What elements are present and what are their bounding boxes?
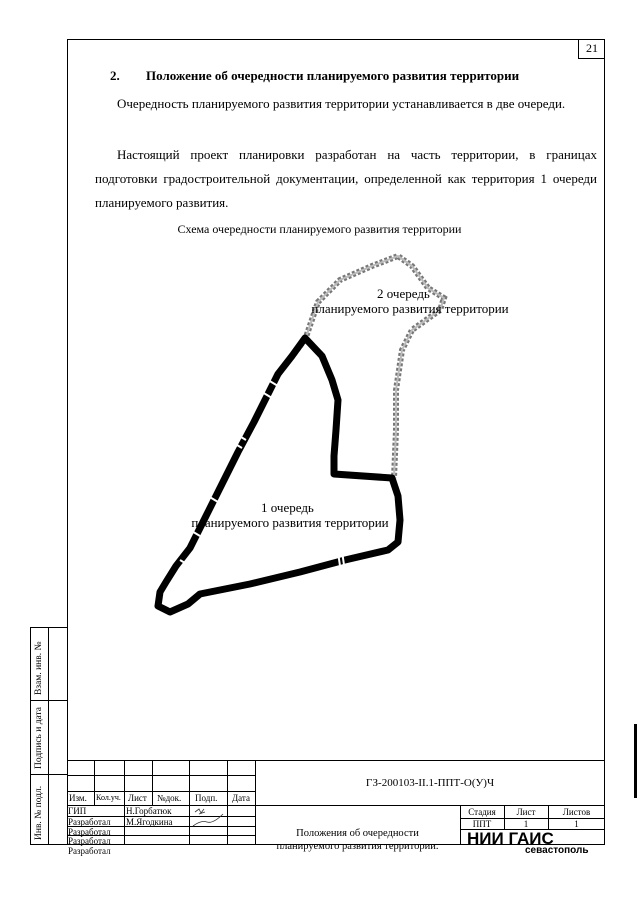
header-ndok: №док. — [157, 793, 182, 803]
name-gorbatyuk: Н.Горбатюк — [126, 806, 172, 816]
queue-2-label-line2: планируемого развития территории — [311, 301, 509, 316]
role-razrabotal-4: Разработал — [68, 846, 111, 856]
queue-1-label-line2: планируемого развития территории — [191, 515, 389, 530]
queue-1-label-line1: 1 очередь — [261, 500, 314, 515]
stage-value: ППТ — [472, 819, 492, 829]
vzam-inv-label: Взам. инв. № — [34, 641, 44, 695]
scheme-title: Схема очередности планируемого развития территории — [177, 222, 462, 236]
header-list: Лист — [128, 793, 147, 803]
inv-podl-label: Инв. № подл. — [34, 785, 44, 840]
role-gip: ГИП — [68, 806, 87, 816]
header-kol-uch: Кол.уч. — [96, 793, 121, 802]
paragraph-2-text: Настоящий проект планировки разработан на часть территории, в границах подготовки градостроительной документации, определенной как территория 1 очереди планируемого развития. — [95, 147, 597, 210]
queue-1-boundary — [158, 338, 400, 612]
doc-title-line1: Положения об очередности — [296, 828, 419, 839]
role-razrabotal-1: Разработал — [68, 817, 111, 827]
sheets-value: 1 — [574, 819, 579, 829]
section-number: 2. — [110, 68, 120, 83]
signature-marks — [191, 806, 227, 832]
paragraph-1-text: Очередность планируемого развития территории устанавливается в две очереди. — [117, 96, 566, 111]
role-razrabotal-3: Разработал — [68, 836, 111, 846]
stage-label: Стадия — [468, 807, 496, 817]
header-data: Дата — [232, 793, 250, 803]
queue-2-label-line1: 2 очередь — [377, 286, 430, 301]
name-yagodkina: М.Ягодкина — [126, 817, 173, 827]
queue-1-label — [165, 500, 415, 530]
org-name: НИИ ГАИС — [467, 830, 554, 847]
scan-mark — [634, 724, 637, 798]
header-izm: Изм. — [69, 793, 87, 803]
doc-title-line2: планируемого развития территории. — [276, 841, 439, 852]
section-title: Положение об очередности планируемого развития территории — [146, 68, 520, 83]
signature-date-label: Подпись и дата — [34, 706, 44, 769]
page-number: 21 — [578, 39, 605, 59]
sheet-label: Лист — [516, 807, 536, 817]
header-podp: Подп. — [195, 793, 218, 803]
side-stamp — [30, 627, 67, 845]
queue-2-label — [285, 286, 535, 316]
sheets-label: Листов — [562, 807, 591, 817]
sheet-value: 1 — [523, 819, 529, 829]
org-city: севастополь — [525, 846, 589, 856]
doc-title — [255, 827, 460, 853]
role-razrabotal-2: Разработал — [68, 827, 111, 837]
doc-code: ГЗ-200103-II.1-ППТ-О(У)Ч — [365, 777, 495, 789]
title-block — [67, 760, 605, 856]
